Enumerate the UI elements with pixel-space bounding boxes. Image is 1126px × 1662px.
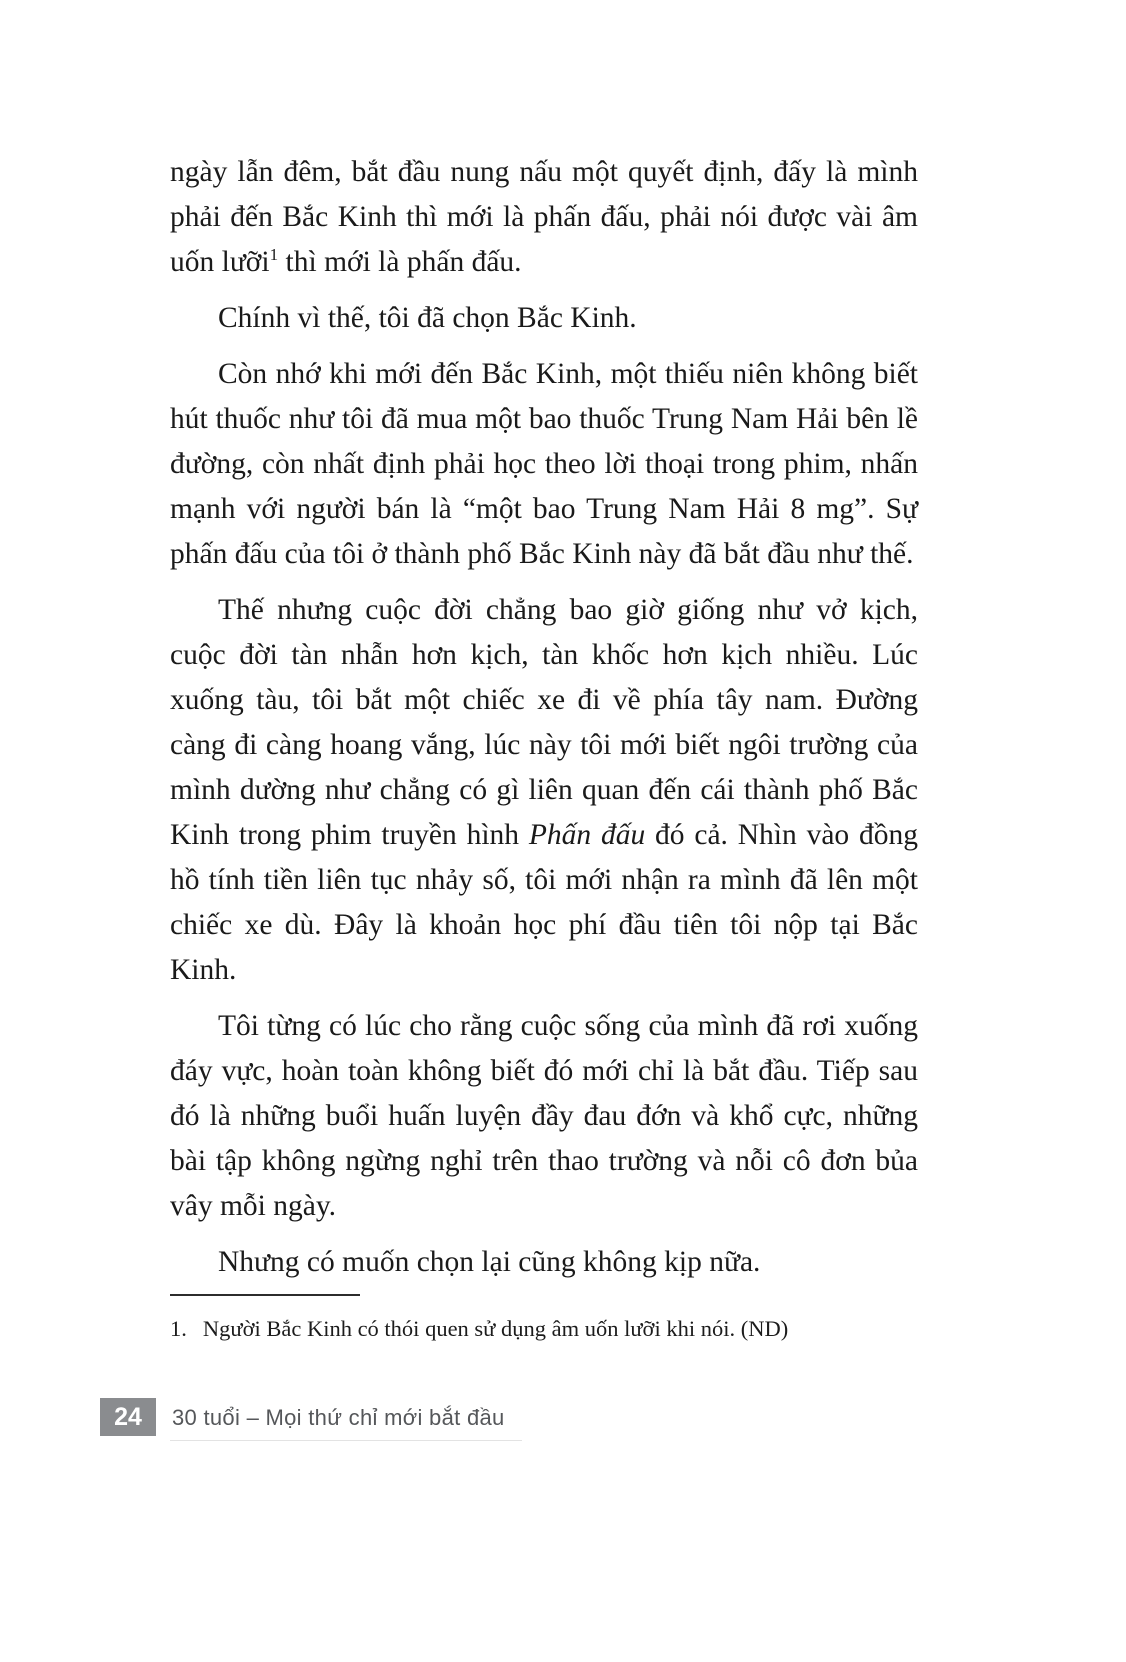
paragraph-text: ngày lẫn đêm, bắt đầu nung nấu một quyết định, đấy là mình phải đến Bắc Kinh thì mới là phấn đấu, phải nói được vài âm uốn lưỡi — [170, 156, 918, 278]
body-text — [170, 150, 918, 1296]
footer-rule — [170, 1440, 522, 1441]
page-footer — [0, 1398, 1126, 1438]
footnote-text: Người Bắc Kinh có thói quen sử dụng âm uốn lưỡi khi nói. (ND) — [202, 1316, 789, 1341]
footnote-separator — [170, 1294, 360, 1296]
page-number-badge — [100, 1398, 156, 1436]
footnote — [170, 1314, 918, 1344]
paragraph-text: đó cả. Nhìn vào đồng hồ tính tiền liên tục nhảy số, tôi mới nhận ra mình đã lên một chiếc xe dù. Đây là khoản học phí đầu tiên tôi nộp tại Bắc Kinh. — [170, 819, 919, 986]
paragraph-text: thì mới là phấn đấu. — [278, 246, 522, 278]
paragraph-text: Thế nhưng cuộc đời chẳng bao giờ giống như vở kịch, cuộc đời tàn nhẫn hơn kịch, tàn khốc hơn kịch nhiều. Lúc xuống tàu, tôi bắt một chiếc xe đi về phía tây nam. Đường càng đi càng hoang vắng, lúc này tôi mới biết ngôi trường của mình dường như chẳng có gì liên quan đến cái thành phố Bắc Kinh trong phim truyền hình — [170, 594, 918, 851]
paragraph: Nhưng có muốn chọn lại cũng không kịp nữa. — [218, 1246, 761, 1278]
paragraph: Chính vì thế, tôi đã chọn Bắc Kinh. — [218, 302, 637, 334]
paragraph — [170, 150, 918, 285]
paragraph: Tôi từng có lúc cho rằng cuộc sống của mình đã rơi xuống đáy vực, hoàn toàn không biết đó mới chỉ là bắt đầu. Tiếp sau đó là những buổi huấn luyện đầy đau đớn và khổ cực, những bài tập không ngừng nghỉ trên thao trường và nỗi cô đơn bủa vây mỗi ngày. — [170, 1010, 918, 1222]
footer-book-title: 30 tuổi – Mọi thứ chỉ mới bắt đầu — [172, 1405, 505, 1430]
paragraph — [170, 588, 918, 993]
paragraph: Còn nhớ khi mới đến Bắc Kinh, một thiếu niên không biết hút thuốc như tôi đã mua một bao thuốc Trung Nam Hải bên lề đường, còn nhất định phải học theo lời thoại trong phim, nhấn mạnh với người bán là “một bao Trung Nam Hải 8 mg”. Sự phấn đấu của tôi ở thành phố Bắc Kinh này đã bắt đầu như thế. — [170, 358, 918, 570]
footnote-reference: 1 — [269, 245, 279, 265]
footnote-number: 1. — [170, 1316, 187, 1341]
book-title-inline: Phấn đấu — [528, 819, 646, 851]
page-number: 24 — [114, 1402, 142, 1431]
